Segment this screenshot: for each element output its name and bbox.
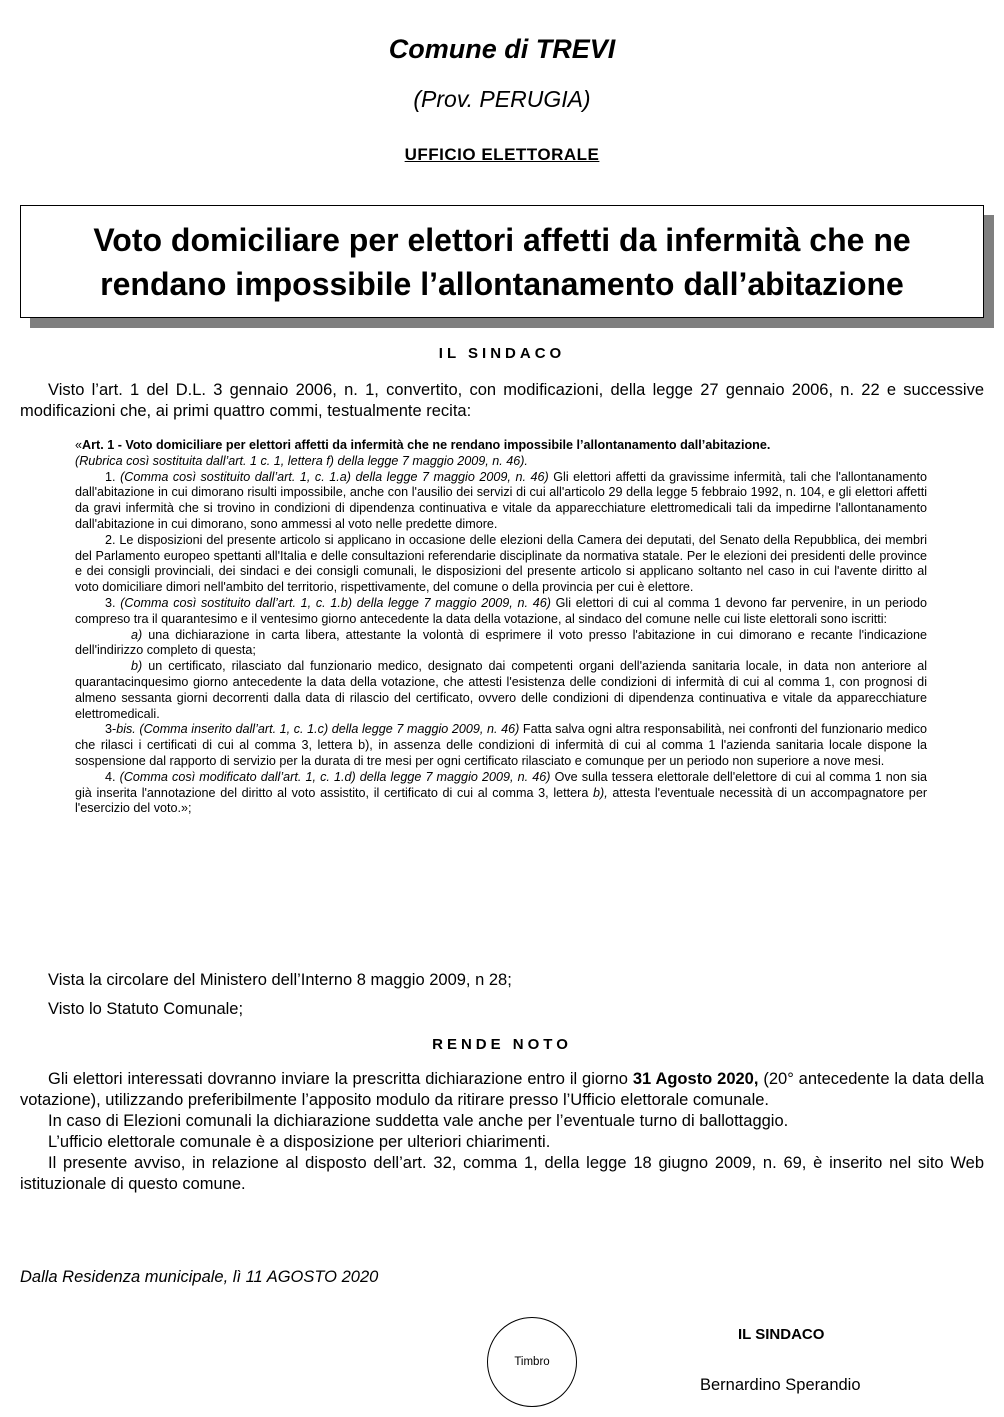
article-title-text: Art. 1 - Voto domiciliare per elettori affetti da infermità che ne rendano impossibile l’allontanamento dall’abitazione. [82, 438, 771, 452]
comma-4-number: 4. [105, 769, 116, 784]
publication-paragraph: Il presente avviso, in relazione al disposto dell’art. 32, comma 1, della legge 18 giugno 2009, n. 69, è inserito nel sito Web istituzionale di questo comune. [20, 1154, 984, 1193]
circolare-line: Vista la circolare del Ministero dell’Interno 8 maggio 2009, n 28; [48, 971, 512, 989]
deadline-date: 31 Agosto 2020, [632, 1070, 759, 1088]
comma-4-letter-b: b), [593, 785, 608, 800]
rende-noto-body [20, 1069, 984, 1195]
comma-1 [75, 470, 927, 533]
comma-3-bis [75, 722, 927, 769]
comma-4-end: attesta l'eventuale necessità di un accompagnatore per l'esercizio del voto.»; [75, 785, 928, 816]
deadline-text-b: (20° antecedente la data della votazione), utilizzando preferibilmente l’apposito modulo da ritirare presso l’Ufficio elettorale comunale. [20, 1070, 984, 1109]
office-heading: UFFICIO ELETTORALE [404, 145, 600, 164]
intro-text: Visto l’art. 1 del D.L. 3 gennaio 2006, n. 1, convertito, con modificazioni, della legge 27 gennaio 2006, n. 22 e successive modificazioni che, ai primi quattro commi, testualmente recita: [20, 381, 984, 420]
stamp-label: Timbro [514, 1356, 550, 1368]
signature-name: Bernardino Sperandio [700, 1376, 861, 1394]
deadline-text-a: Gli elettori interessati dovranno inviare la prescritta dichiarazione entro il giorno [48, 1070, 628, 1088]
ballottaggio-paragraph: In caso di Elezioni comunali la dichiarazione suddetta vale anche per l’eventuale turno di ballottaggio. [48, 1112, 789, 1130]
comma-3-note: (Comma così sostituito dall’art. 1, c. 1.b) della legge 7 maggio 2009, n. 46) [120, 595, 551, 610]
mayor-heading: IL SINDACO [438, 345, 566, 362]
comma-3-b-text: un certificato, rilasciato dal funzionario medico, designato dai competenti organi dell'azienda sanitaria locale, in data non anteriore al quarantacinquesimo giorno antecedente la data della votazione, che attesti l'esistenza delle condizioni di infermità di cui al comma 1, con prognosi di almeno sessanta giorni decorrenti dalla data di rilascio del certificato, ovvero delle condizioni di dipendenza continuativa e vitale da apparecchiature elettromedicali. [75, 659, 927, 721]
comma-3-number: 3. [105, 595, 116, 610]
comma-1-number: 1. [105, 469, 116, 484]
comma-2: 2. Le disposizioni del presente articolo si applicano in occasione delle elezioni della Camera dei deputati, del Senato della Repubblica, dei membri del Parlamento europeo spettanti all'Italia e delle consultazioni referendarie disciplinate da normativa statale. Per le elezioni dei presidenti delle province e dei consigli provinciali, dei sindaci e dei consigli comunali, le disposizioni del presente articolo si applicano soltanto nel caso in cui l'avente diritto al voto domiciliare dimori nell'ambito del territorio, rispettivamente, del comune o della provincia per cui è elettore. [75, 532, 927, 595]
province-label: (Prov. PERUGIA) [413, 86, 591, 112]
law-quote [75, 438, 927, 817]
comma-4-note: (Comma così modificato dall’art. 1, c. 1.d) della legge 7 maggio 2009, n. 46) [119, 769, 551, 784]
intro-paragraph [20, 380, 984, 422]
quote-open: « [75, 438, 83, 452]
comma-4 [75, 770, 927, 817]
comma-3-b-label: b) [131, 659, 143, 674]
notice-title-line-1: Voto domiciliare per elettori affetti da infermità che ne [93, 221, 911, 258]
comma-3-bis-text: Fatta salva ogni altra responsabilità, nei confronti del funzionario medico che rilasci i certificati di cui al comma 3, lettera b), in assenza delle condizioni di infermità di cui al comma 1 l'azienda sanitaria locale dispone la sospensione dal rapporto di servizio per la durata di tre mesi per ogni certificato rilasciato e comunque per un periodo non superiore a nove mesi. [75, 722, 927, 768]
comma-3-a [75, 628, 927, 660]
place-date-line: Dalla Residenza municipale, lì 11 AGOSTO 2020 [20, 1268, 379, 1286]
comma-3-bis-number: 3- [105, 722, 117, 737]
info-paragraph: L’ufficio elettorale comunale è a disposizione per ulteriori chiarimenti. [48, 1133, 551, 1151]
comma-3-a-label: a) [131, 627, 143, 642]
rende-noto-heading: RENDE NOTO [432, 1036, 572, 1053]
notice-title-box [20, 205, 984, 318]
statuto-line: Visto lo Statuto Comunale; [48, 1000, 244, 1018]
comma-3-a-text: una dichiarazione in carta libera, attestante la volontà di esprimere il voto presso l'abitazione in cui dimorano e recante l'indicazione dell'indirizzo completo di questa; [75, 627, 928, 658]
rubrica [75, 454, 927, 470]
municipality-name: Comune di TREVI [388, 34, 616, 64]
deadline-paragraph [20, 1069, 984, 1111]
comma-3-bis-note: bis. (Comma inserito dall’art. 1, c. 1.c) della legge 7 maggio 2009, n. 46) [116, 722, 520, 737]
comma-1-note: (Comma così sostituito dall’art. 1, c. 1.a) della legge 7 maggio 2009, n. 46) [120, 469, 549, 484]
comma-3 [75, 596, 927, 628]
stamp-circle [487, 1317, 577, 1407]
comma-1-text: Gli elettori affetti da gravissime infermità, tali che l'allontanamento dall'abitazione in cui dimorano risulti impossibile, anche con l'ausilio dei servizi di cui all'articolo 29 della legge 5 febbraio 1992, n. 104, e gli elettori affetti da gravi infermità che si trovino in condizioni di dipendenza continuativa e vitale da apparecchiature elettromedicali tali da impedirne l'allontanamento dall'abitazione in cui dimorano, sono ammessi al voto nelle predette dimore. [75, 469, 928, 531]
article-title [75, 438, 927, 454]
comma-3-b [75, 659, 927, 722]
notice-title-line-2: rendano impossibile l’allontanamento dall’abitazione [100, 265, 904, 302]
comma-4-text: Ove sulla tessera elettorale dell'elettore di cui al comma 1 non sia già inserita l'annotazione del diritto al voto assistito, il certificato di cui al comma 3, lettera [75, 769, 928, 800]
signature-title: IL SINDACO [738, 1326, 825, 1343]
comma-3-text: Gli elettori di cui al comma 1 devono far pervenire, in un periodo compreso tra il quarantesimo e il ventesimo giorno antecedente la data della votazione, al sindaco del comune nelle cui liste elettorali sono iscritti: [75, 595, 928, 626]
rubrica-text: (Rubrica così sostituita dall’art. 1 c. 1, lettera f) della legge 7 maggio 2009, n. 46). [75, 453, 528, 468]
